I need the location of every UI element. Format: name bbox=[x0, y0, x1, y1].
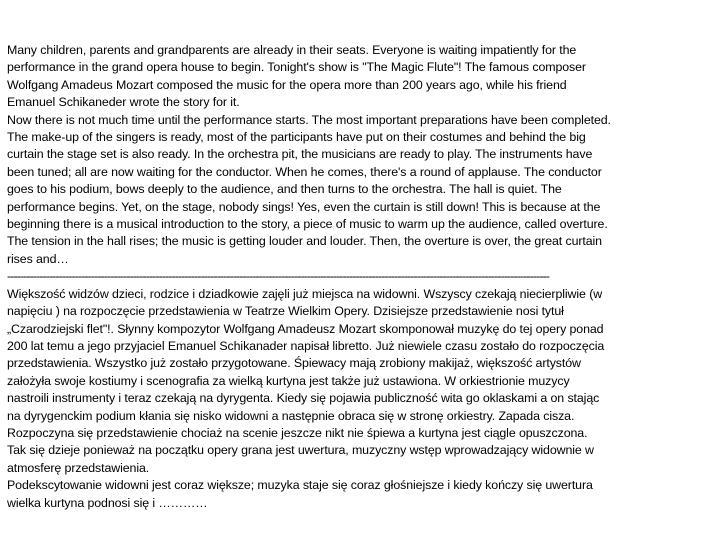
paragraph-line: The make-up of the singers is ready, most of the participants have put on their costumes and behind the big bbox=[7, 130, 586, 145]
paragraph-line: performance begins. Yet, on the stage, nobody sings! Yes, even the curtain is still down! This is because at the bbox=[7, 199, 601, 214]
paragraph-line: Many children, parents and grandparents are already in their seats. Everyone is waiting impatiently for the bbox=[7, 43, 577, 57]
paragraph-line: Now there is not much time until the performance starts. The most important preparations have been completed. bbox=[7, 112, 611, 127]
paragraph-line: goes to his podium, bows deeply to the audience, and then turns to the orchestra. The hall is quiet. The bbox=[7, 182, 562, 197]
paragraph-line: Wolfgang Amadeus Mozart composed the music for the opera more than 200 years ago, while his friend bbox=[7, 77, 567, 92]
paragraph-line: performance in the grand opera house to begin. Tonight's show is "The Magic Flute"! The famous composer bbox=[7, 60, 586, 75]
paragraph-line: atmosferę przedstawienia. bbox=[7, 460, 150, 475]
paragraph-line: Większość widzów dzieci, rodzice i dziadkowie zajęli już miejsca na widowni. Wszyscy czekają niecierpliwie (w bbox=[7, 286, 603, 301]
paragraph-line: curtain the stage set is also ready. In the orchestra pit, the musicians are ready to play. The instruments have bbox=[7, 147, 593, 162]
paragraph-line: przedstawienia. Wszystko już zostało przygotowane. Śpiewacy mają zrobiony makijaż, większość artystów bbox=[7, 356, 581, 371]
polish-text bbox=[7, 286, 707, 512]
paragraph-line: nastroili instrumenty i teraz czekają na dyrygenta. Kiedy się pojawia publiczność wita go oklaskami a on stając bbox=[7, 391, 600, 406]
paragraph-line: „Czarodziejski flet"!. Słynny kompozytor Wolfgang Amadeusz Mozart skomponował muzykę do tej opery ponad bbox=[7, 321, 604, 336]
paragraph-line: Rozpoczyna się przedstawienie chociaż na scenie jeszcze nikt nie śpiewa a kurtyna jest ciągle opuszczona. bbox=[7, 425, 588, 440]
paragraph-line: założyła swoje kostiumy i scenografia za wielką kurtyna jest także już ustawiona. W orkiestrionie muzycy bbox=[7, 373, 570, 388]
paragraph-line: 200 lat temu a jego przyjaciel Emanuel Schikanader napisał libretto. Już niewiele czasu zostało do rozpoczęcia bbox=[7, 338, 605, 353]
paragraph-line: napięciu ) na rozpoczęcie przedstawienia w Teatrze Wielkim Opery. Dzisiejsze przedstawienie nosi tytuł bbox=[7, 304, 564, 319]
dashed-separator: ------------------------------------------------------------------------------------------------------------------------------------------------------------------------ bbox=[7, 269, 549, 284]
paragraph-line: been tuned; all are now waiting for the conductor. When he comes, there's a round of applause. The conductor bbox=[7, 164, 602, 179]
paragraph-line: Podekscytowanie widowni jest coraz większe; muzyka staje się coraz głośniejsze i kiedy kończy się uwertura bbox=[7, 478, 593, 493]
paragraph-line: rises and… bbox=[7, 251, 69, 266]
english-text bbox=[7, 42, 707, 268]
paragraph-line: beginning there is a musical introduction to the story, a piece of music to warm up the audience, called overture. bbox=[7, 217, 608, 232]
document-page bbox=[7, 42, 707, 512]
paragraph-line: wielka kurtyna podnosi się i ………… bbox=[7, 495, 208, 510]
paragraph-line: Tak się dzieje ponieważ na początku opery grana jest uwertura, muzyczny wstęp wprowadzający widownie w bbox=[7, 443, 594, 458]
paragraph-line: Emanuel Schikaneder wrote the story for it. bbox=[7, 95, 240, 110]
paragraph-line: The tension in the hall rises; the music is getting louder and louder. Then, the overture is over, the great curtain bbox=[7, 234, 602, 249]
paragraph-line: na dyrygenckim podium kłania się nisko widowni a następnie obraca się w stronę orkiestry. Zapada cisza. bbox=[7, 408, 575, 423]
